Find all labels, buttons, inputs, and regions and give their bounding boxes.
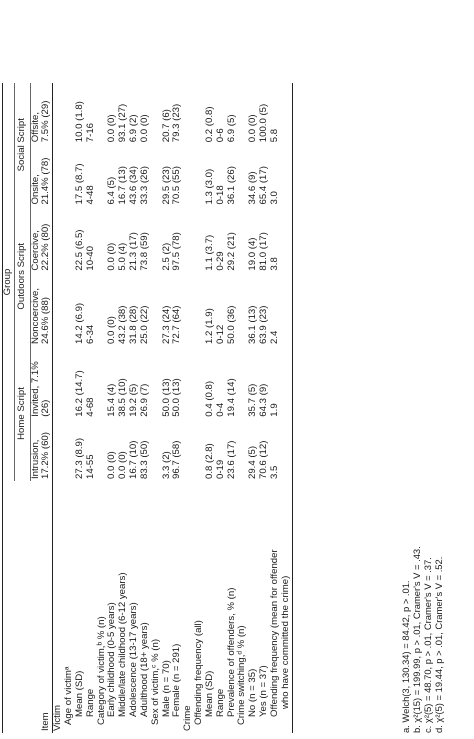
table-row xyxy=(172,83,183,733)
table-cell: 0-4 xyxy=(214,402,226,417)
table-note: d. χ²(5) = 19.44, p > .01, Cramer's V = .52. xyxy=(433,556,445,733)
table-cell: 20.7 (6) xyxy=(160,109,172,143)
column-header: Coercive, 22.2% (80) xyxy=(30,207,53,273)
table-cell xyxy=(151,207,162,273)
table-cell: 29.5 (23) xyxy=(160,166,172,205)
table-cell: 0.0 (0) xyxy=(106,451,118,479)
table-cell: 2.5 (2) xyxy=(160,242,172,271)
script-header-outdoors: Outdoors Script xyxy=(14,207,30,346)
script-header-home: Home Script xyxy=(14,346,30,481)
row-label: Male (n = 70) xyxy=(160,660,172,717)
table-cell: 50.0 (36) xyxy=(225,305,237,344)
table-cell: 22.5 (6.5) xyxy=(73,229,85,271)
table-cell: 21.3 (17) xyxy=(128,232,140,271)
table-cell xyxy=(53,273,64,346)
table-cell: 50.0 (13) xyxy=(171,378,183,417)
table-cell: 93.1 (27) xyxy=(117,103,129,143)
table-cell: 65.4 (17) xyxy=(258,166,270,205)
table-cell xyxy=(151,144,162,206)
table-cell: 5.8 xyxy=(268,128,280,143)
table-cell xyxy=(151,419,162,481)
row-label: Middle/late childhood (6-12 years) xyxy=(117,572,129,717)
table-cell xyxy=(53,83,64,144)
row-label: Prevalence of offenders, % (n) xyxy=(225,587,237,717)
row-label: Age of victimᵃ xyxy=(63,666,75,725)
table-cell: 33.3 (26) xyxy=(138,166,150,205)
header-spacer xyxy=(3,481,15,733)
table-cell xyxy=(183,144,194,206)
table-cell: 1.2 (1.9) xyxy=(203,308,215,344)
table-cell: 16.2 (14.7) xyxy=(73,370,85,417)
table-cell: 0.0 (0) xyxy=(106,242,118,271)
table-cell: 79.3 (23) xyxy=(171,103,183,143)
table-notes xyxy=(400,546,444,733)
table-cell: 6.4 (5) xyxy=(106,176,118,205)
table-cell: 63.9 (23) xyxy=(258,305,270,344)
table-cell: 14.2 (6.9) xyxy=(73,302,85,344)
row-label: Category of victim,ᵇ % (n) xyxy=(95,616,107,725)
table-cell: 1.9 xyxy=(268,403,280,417)
group-header: Group xyxy=(3,83,15,481)
table-cell: 25.0 (22) xyxy=(138,305,150,344)
column-header: Onsite, 21.4% (78) xyxy=(30,144,53,206)
table-cell: 0.0 (0) xyxy=(106,316,118,344)
row-label: Mean (SD) xyxy=(73,670,85,717)
table-cell xyxy=(183,419,194,481)
row-label: Sex of victim,ᶜ % (n) xyxy=(149,638,161,725)
table-cell: 96.7 (58) xyxy=(171,440,183,479)
table-row xyxy=(281,83,292,733)
table-cell: 0.0 (0) xyxy=(106,114,118,143)
table-cell: 81.0 (17) xyxy=(258,232,270,271)
row-label: Female (n = 291) xyxy=(171,643,183,717)
table-cell: 43.6 (34) xyxy=(128,166,140,205)
row-label: Crime switching,ᵈ % (n) xyxy=(236,625,248,725)
column-header: Noncoercive, 24.6% (88) xyxy=(30,273,53,346)
table-body xyxy=(53,83,292,733)
table-cell: 31.8 (28) xyxy=(128,305,140,344)
row-label: Yes (n = 37) xyxy=(258,665,270,717)
table-cell: 0.2 (0.8) xyxy=(203,106,215,143)
table-cell xyxy=(281,419,292,481)
row-label: Adulthood (18+ years) xyxy=(138,622,150,717)
table-cell: 1.1 (3.7) xyxy=(203,234,215,271)
table-cell xyxy=(281,273,292,346)
table-cell: 0.0 (0) xyxy=(117,451,129,479)
table-cell: 10.0 (1.8) xyxy=(73,101,85,143)
table-cell: 7-16 xyxy=(84,123,96,143)
table-cell xyxy=(53,419,64,481)
table-cell xyxy=(53,346,64,419)
table-cell: 0-29 xyxy=(214,251,226,271)
table-cell xyxy=(151,273,162,346)
row-label: Offending frequency (mean for offender xyxy=(268,549,280,717)
table-cell xyxy=(183,207,194,273)
table-note: b. χ²(15) = 199.99, p > .01, Cramer's V = .43. xyxy=(411,546,423,733)
table-cell: 29.4 (5) xyxy=(247,445,259,479)
row-label: Victim xyxy=(52,705,64,731)
table-cell: 3.0 xyxy=(268,191,280,205)
table-cell: 3.3 (2) xyxy=(160,451,172,479)
table-cell: 70.5 (55) xyxy=(171,166,183,205)
table-cell: 27.3 (24) xyxy=(160,305,172,344)
column-header: Invited, 7.1% (26) xyxy=(30,346,53,419)
table-cell: 10-40 xyxy=(84,246,96,271)
row-label: Mean (SD) xyxy=(203,670,215,717)
table-cell: 64.3 (9) xyxy=(258,383,270,417)
table-cell: 3.5 xyxy=(268,465,280,479)
table-cell: 6.9 (2) xyxy=(128,114,140,143)
table-cell: 0-6 xyxy=(214,128,226,143)
table-cell: 27.3 (8.9) xyxy=(73,437,85,479)
row-label: Crime xyxy=(182,705,194,731)
row-label: Early childhood (0-5 years) xyxy=(106,602,118,717)
table-cell: 6.9 (5) xyxy=(225,114,237,143)
table-cell xyxy=(281,83,292,144)
table-cell: 19.2 (5) xyxy=(128,383,140,417)
script-header-social: Social Script xyxy=(14,83,30,207)
row-label: No (n = 35) xyxy=(247,668,259,717)
table-cell: 36.1 (13) xyxy=(247,305,259,344)
table-cell: 34.6 (9) xyxy=(247,171,259,205)
table-cell: 2.4 xyxy=(268,330,280,344)
table-cell: 73.8 (59) xyxy=(138,232,150,271)
table-cell: 15.4 (4) xyxy=(106,383,118,417)
table-cell: 70.6 (12) xyxy=(258,440,270,479)
row-label: Range xyxy=(214,688,226,717)
table-row xyxy=(216,83,227,733)
table-cell: 14-55 xyxy=(84,454,96,479)
table-cell xyxy=(281,144,292,206)
column-header: Offsite, 7.5% (29) xyxy=(30,83,53,144)
table-cell: 16.7 (13) xyxy=(117,166,129,205)
table-cell xyxy=(281,207,292,273)
row-label: Range xyxy=(84,688,96,717)
table-cell: 23.6 (17) xyxy=(225,440,237,479)
table-cell: 0.8 (2.8) xyxy=(203,443,215,479)
table-cell: 5.0 (4) xyxy=(117,242,129,271)
table-cell: 83.3 (50) xyxy=(138,440,150,479)
table-row xyxy=(140,83,151,733)
table-note: c. χ²(5) = 48.70, p > .01, Cramer's V = .37. xyxy=(422,557,434,733)
table-cell: 0.0 (0) xyxy=(138,114,150,143)
table-cell: 26.9 (7) xyxy=(138,383,150,417)
table-cell: 29.2 (21) xyxy=(225,232,237,271)
table-cell xyxy=(183,83,194,144)
table-cell xyxy=(151,83,162,144)
table-cell: 16.7 (10) xyxy=(128,440,140,479)
table-cell xyxy=(183,273,194,346)
table-cell: 0-12 xyxy=(214,324,226,344)
table-cell: 35.7 (5) xyxy=(247,383,259,417)
table-cell: 6-34 xyxy=(84,324,96,344)
table-cell: 0.0 (0) xyxy=(247,114,259,143)
row-label: Adolescence (13-17 years) xyxy=(128,602,140,717)
table-cell xyxy=(151,346,162,419)
table-cell: 0-18 xyxy=(214,185,226,205)
row-label: Offending frequency (all) xyxy=(193,620,205,725)
table-cell: 0.4 (0.8) xyxy=(203,380,215,417)
table-cell: 0-19 xyxy=(214,459,226,479)
header-spacer xyxy=(14,481,30,733)
table-cell: 19.4 (14) xyxy=(225,378,237,417)
table-cell: 97.5 (78) xyxy=(171,232,183,271)
table-cell: 4-68 xyxy=(84,397,96,417)
table-row xyxy=(151,83,162,733)
table-cell: 100.0 (5) xyxy=(258,103,270,143)
table-cell: 38.5 (10) xyxy=(117,378,129,417)
table-cell: 3.8 xyxy=(268,257,280,271)
table-cell xyxy=(53,144,64,206)
table-cell: 43.2 (38) xyxy=(117,305,129,344)
table-cell: 50.0 (13) xyxy=(160,378,172,417)
table-cell: 36.1 (26) xyxy=(225,166,237,205)
table-row xyxy=(53,83,64,733)
table-cell: 1.3 (3.0) xyxy=(203,168,215,205)
table-cell: 17.5 (8.7) xyxy=(73,163,85,205)
row-label: who have committed the crime) xyxy=(281,481,292,733)
table-cell xyxy=(53,207,64,273)
table-cell xyxy=(183,346,194,419)
item-column-header: Item xyxy=(30,481,53,733)
table-note: a. Welch(3, 130.34) = 84.42, p > .01. xyxy=(400,580,411,733)
column-header: Intrusion, 17.2% (60) xyxy=(30,419,53,481)
table-cell xyxy=(281,346,292,419)
results-table xyxy=(2,83,293,733)
table-cell: 72.7 (64) xyxy=(171,305,183,344)
table-cell: 19.0 (4) xyxy=(247,237,259,271)
table-cell: 4-48 xyxy=(84,185,96,205)
table-row xyxy=(86,83,97,733)
